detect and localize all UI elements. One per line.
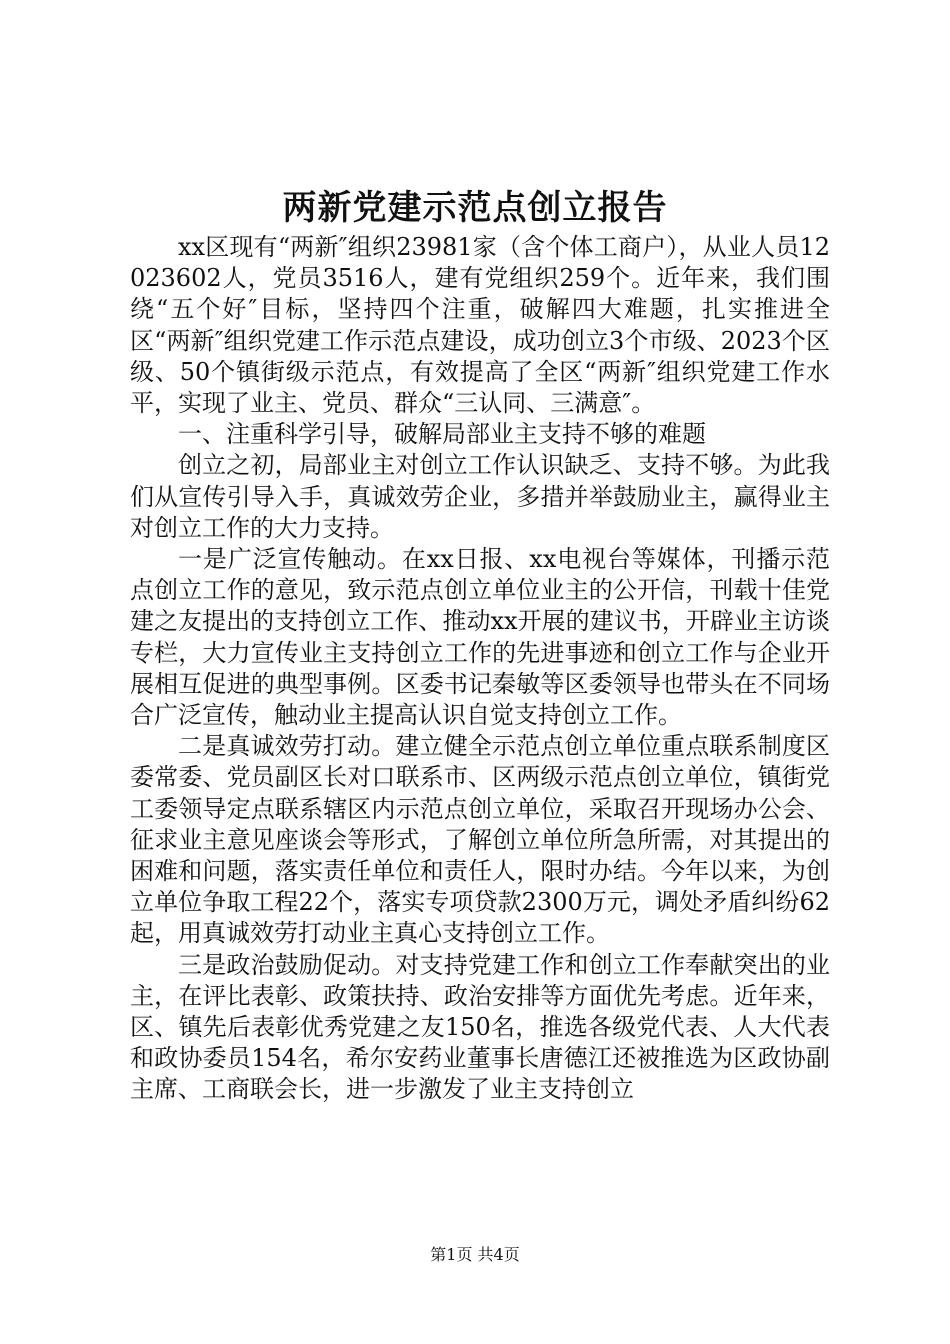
document-body <box>130 232 830 1106</box>
page-number-footer: 第1页 共4页 <box>430 1245 520 1264</box>
paragraph: 创立之初，局部业主对创立工作认识缺乏、支持不够。为此我们从宣传引导入手，真诚效劳企业，多措并举鼓励业主，赢得业主对创立工作的大力支持。 <box>130 451 830 542</box>
paragraph: 一是广泛宣传触动。在xx日报、xx电视台等媒体，刊播示范点创立工作的意见，致示范点创立单位业主的公开信，刊载十佳党建之友提出的支持创立工作、推动xx开展的建议书，开辟业主访谈专栏，大力宣传业主支持创立工作的先进事迹和创立工作与企业开展相互促进的典型事例。区委书记秦敏等区委领导也带头在不同场合广泛宣传，触动业主提高认识自觉支持创立工作。 <box>130 545 830 730</box>
paragraph-intro: xx区现有“两新″组织23981家（含个体工商户），从业人员12023602人，党员3516人，建有党组织259个。近年来，我们围绕“五个好″目标，坚持四个注重，破解四大难题，扎实推进全区“两新″组织党建工作示范点建设，成功创立3个市级、2023个区级、50个镇街级示范点，有效提高了全区“两新″组织党建工作水平，实现了业主、党员、群众“三认同、三满意″。 <box>130 233 830 418</box>
section-heading-1: 一、注重科学引导，破解局部业主支持不够的难题 <box>178 420 706 449</box>
paragraph: 三是政治鼓励促动。对支持党建工作和创立工作奉献突出的业主，在评比表彰、政策扶持、政治安排等方面优先考虑。近年来，区、镇先后表彰优秀党建之友150名，推选各级党代表、人大代表和政协委员154名，希尔安药业董事长唐德江还被推选为区政协副主席、工商联会长，进一步激发了业主支持创立 <box>130 950 830 1104</box>
paragraph: 二是真诚效劳打动。建立健全示范点创立单位重点联系制度区委常委、党员副区长对口联系市、区两级示范点创立单位，镇街党工委领导定点联系辖区内示范点创立单位，采取召开现场办公会、征求业主意见座谈会等形式，了解创立单位所急所需，对其提出的困难和问题，落实责任单位和责任人，限时办结。今年以来，为创立单位争取工程22个，落实专项贷款2300万元，调处矛盾纠纷62起，用真诚效劳打动业主真心支持创立工作。 <box>130 732 830 948</box>
document-title: 两新党建示范点创立报告 <box>282 188 668 228</box>
